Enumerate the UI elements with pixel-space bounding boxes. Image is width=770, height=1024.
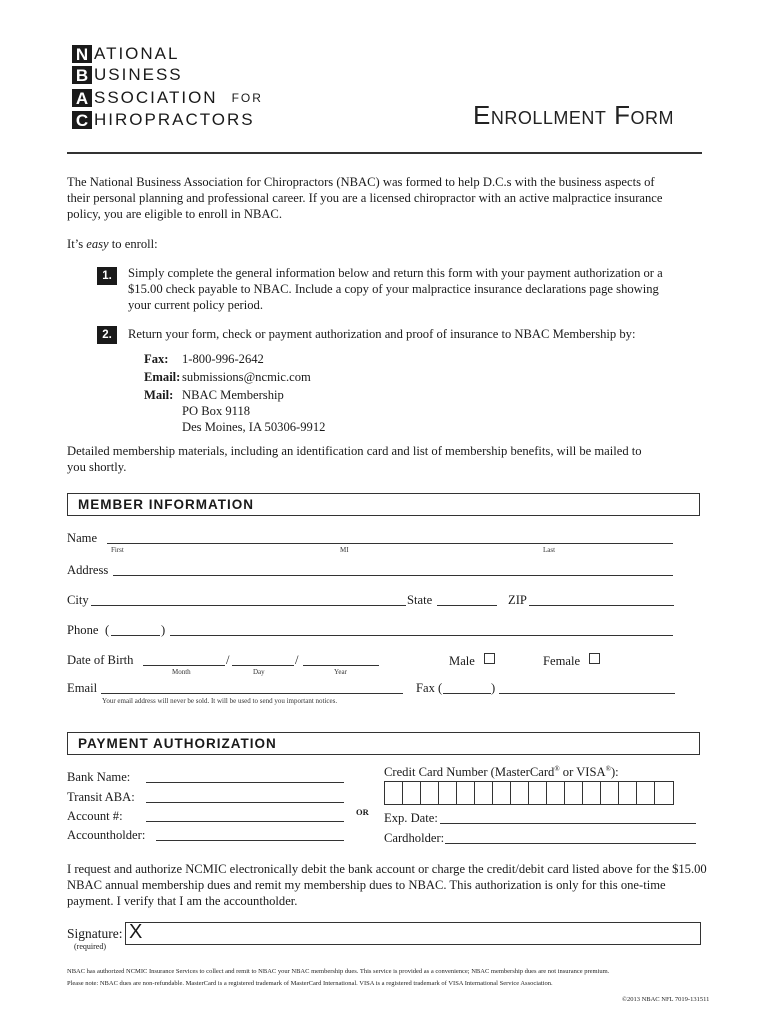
cc-digit-13[interactable]: [601, 782, 619, 804]
name-label: Name: [67, 531, 98, 545]
email-note: Your email address will never be sold. It will be used to send you important notices.: [102, 697, 338, 705]
mail-line-3: Des Moines, IA 50306-9912: [182, 420, 326, 434]
logo-word-hiropractors: HIROPRACTORS: [94, 110, 255, 129]
zip-label: ZIP: [508, 593, 527, 607]
contact-email: [144, 369, 311, 386]
cc-digit-7[interactable]: [493, 782, 511, 804]
name-input[interactable]: [107, 543, 673, 544]
cc-digit-5[interactable]: [457, 782, 475, 804]
easy-to-enroll: [67, 236, 158, 252]
payment-auth-title: PAYMENT AUTHORIZATION: [78, 736, 277, 751]
cc-digit-15[interactable]: [637, 782, 655, 804]
fax-area-code-input[interactable]: [443, 693, 491, 694]
credit-card-label: [384, 765, 619, 780]
day-caption: Day: [253, 668, 265, 676]
phone-paren-open: (: [105, 623, 110, 637]
page-title: Enrollment Form: [473, 100, 674, 130]
cc-digit-9[interactable]: [529, 782, 547, 804]
logo-word-usiness: USINESS: [94, 65, 183, 84]
authorization-paragraph: I request and authorize NCMIC electronically debit the bank account or charge the credit/debit card listed above for the $15.00 NBAC annual membership dues and remit my membership dues to NBAC. This authorization is only for this one-time payment. I verify that I am the accountholder.: [67, 862, 707, 908]
cc-prefix: Credit Card Number (MasterCard: [384, 765, 555, 780]
female-checkbox[interactable]: [589, 653, 600, 664]
state-label: State: [407, 593, 433, 607]
cc-digit-8[interactable]: [511, 782, 529, 804]
phone-paren-close: ): [161, 623, 166, 637]
city-label: City: [67, 593, 89, 607]
cc-digit-2[interactable]: [403, 782, 421, 804]
fax-field-label: Fax: [416, 681, 435, 695]
cc-digit-12[interactable]: [583, 782, 601, 804]
cc-digit-3[interactable]: [421, 782, 439, 804]
dob-slash-2: /: [295, 653, 299, 667]
male-checkbox[interactable]: [484, 653, 495, 664]
logo-word-for: FOR: [231, 91, 263, 105]
footer-line-2: Please note: NBAC dues are non-refundable. MasterCard is a registered trademark of MasterCard International. VISA is a registered trademark of VISA International Service Association.: [67, 980, 553, 987]
signature-input[interactable]: [125, 922, 701, 945]
or-separator: OR: [356, 807, 369, 817]
email-input[interactable]: [101, 693, 403, 694]
cc-digit-4[interactable]: [439, 782, 457, 804]
first-caption: First: [111, 546, 124, 554]
easy-emphasis: easy: [86, 237, 109, 251]
cc-digit-1[interactable]: [385, 782, 403, 804]
phone-number-input[interactable]: [170, 635, 673, 636]
fax-label: Fax:: [144, 352, 169, 366]
male-label: Male: [449, 654, 475, 668]
dob-day-input[interactable]: [232, 665, 294, 666]
fax-number-input[interactable]: [499, 693, 675, 694]
accountholder-input[interactable]: [156, 840, 344, 841]
signature-x-mark: X: [129, 921, 143, 943]
month-caption: Month: [172, 668, 191, 676]
account-input[interactable]: [146, 821, 344, 822]
logo-row-association: [72, 88, 263, 108]
cc-digit-14[interactable]: [619, 782, 637, 804]
address-label: Address: [67, 563, 109, 577]
member-info-header: [67, 493, 700, 516]
contact-mail: [144, 387, 284, 404]
member-info-title: MEMBER INFORMATION: [78, 497, 254, 512]
logo-row-chiropractors: [72, 110, 255, 130]
logo-letter-n: N: [72, 45, 92, 63]
easy-suffix: to enroll:: [108, 237, 158, 251]
phone-label: Phone: [67, 623, 99, 637]
fax-paren-open: (: [438, 681, 443, 695]
logo-letter-b: B: [72, 66, 92, 84]
cc-digit-16[interactable]: [655, 782, 673, 804]
dob-month-input[interactable]: [143, 665, 225, 666]
cc-suffix: ):: [610, 765, 619, 780]
header-divider: [67, 152, 702, 154]
mi-caption: MI: [340, 546, 349, 554]
fax-number: 1-800-996-2642: [182, 352, 264, 366]
cardholder-input[interactable]: [445, 843, 696, 844]
intro-paragraph: The National Business Association for Chiropractors (NBAC) was formed to help D.C.s with the business aspects of their personal planning and professional career. If you are a licensed chiropractor with an active malpractice insurance policy, you are eligible to enroll in NBAC.: [67, 175, 663, 221]
step-1-badge: 1.: [97, 267, 117, 285]
bank-name-input[interactable]: [146, 782, 344, 783]
exp-date-input[interactable]: [440, 823, 696, 824]
mail-line-1: NBAC Membership: [182, 388, 284, 402]
logo-word-ational: ATIONAL: [94, 44, 180, 63]
account-label: Account #:: [67, 809, 123, 823]
email-field-label: Email: [67, 681, 98, 695]
cc-mid: or VISA: [559, 765, 606, 780]
dob-label: Date of Birth: [67, 653, 134, 667]
registered-mark-2: ®: [605, 765, 611, 773]
step-2-badge: 2.: [97, 326, 117, 344]
female-label: Female: [543, 654, 581, 668]
phone-area-code-input[interactable]: [111, 635, 160, 636]
accountholder-label: Accountholder:: [67, 828, 146, 842]
zip-input[interactable]: [529, 605, 674, 606]
detailed-paragraph: Detailed membership materials, including an identification card and list of membership benefits, will be mailed to you shortly.: [67, 444, 642, 474]
year-caption: Year: [334, 668, 347, 676]
dob-year-input[interactable]: [303, 665, 379, 666]
credit-card-number-input[interactable]: [384, 781, 674, 805]
form-code: ©2013 NBAC NFL 7019-131511: [622, 996, 710, 1003]
email-address: submissions@ncmic.com: [182, 370, 311, 384]
cc-digit-10[interactable]: [547, 782, 565, 804]
state-input[interactable]: [437, 605, 497, 606]
cc-digit-6[interactable]: [475, 782, 493, 804]
signature-label: Signature:: [67, 926, 123, 941]
logo-letter-c: C: [72, 111, 92, 129]
transit-aba-input[interactable]: [146, 802, 344, 803]
email-label: Email:: [144, 370, 181, 384]
logo-row-business: [72, 65, 183, 85]
footer-line-1: NBAC has authorized NCMIC Insurance Services to collect and remit to NBAC your NBAC membership dues. This service is provided as a convenience; NBAC membership dues are not insurance premium.: [67, 968, 610, 975]
dob-slash-1: /: [226, 653, 230, 667]
city-input[interactable]: [91, 605, 406, 606]
logo-word-ssociation: SSOCIATION: [94, 88, 218, 107]
logo-letter-a: A: [72, 89, 92, 107]
last-caption: Last: [543, 546, 556, 554]
step-2-text: Return your form, check or payment authorization and proof of insurance to NBAC Membership by:: [128, 327, 636, 341]
payment-auth-header: [67, 732, 700, 755]
registered-mark-1: ®: [554, 765, 560, 773]
signature-required: (required): [74, 942, 106, 951]
exp-date-label: Exp. Date:: [384, 811, 438, 825]
fax-paren-close: ): [491, 681, 496, 695]
logo-row-national: [72, 44, 179, 64]
transit-aba-label: Transit ABA:: [67, 790, 135, 804]
address-input[interactable]: [113, 575, 673, 576]
step-1-text: Simply complete the general information below and return this form with your payment authorization or a $15.00 check payable to NBAC. Include a copy of your malpractice insurance declarations page showing your current policy period.: [128, 266, 663, 312]
easy-prefix: It’s: [67, 237, 87, 251]
mail-line-2: PO Box 9118: [182, 404, 251, 418]
cardholder-label: Cardholder:: [384, 831, 445, 845]
mail-label: Mail:: [144, 388, 174, 402]
cc-digit-11[interactable]: [565, 782, 583, 804]
bank-name-label: Bank Name:: [67, 770, 131, 784]
contact-fax: [144, 351, 264, 368]
